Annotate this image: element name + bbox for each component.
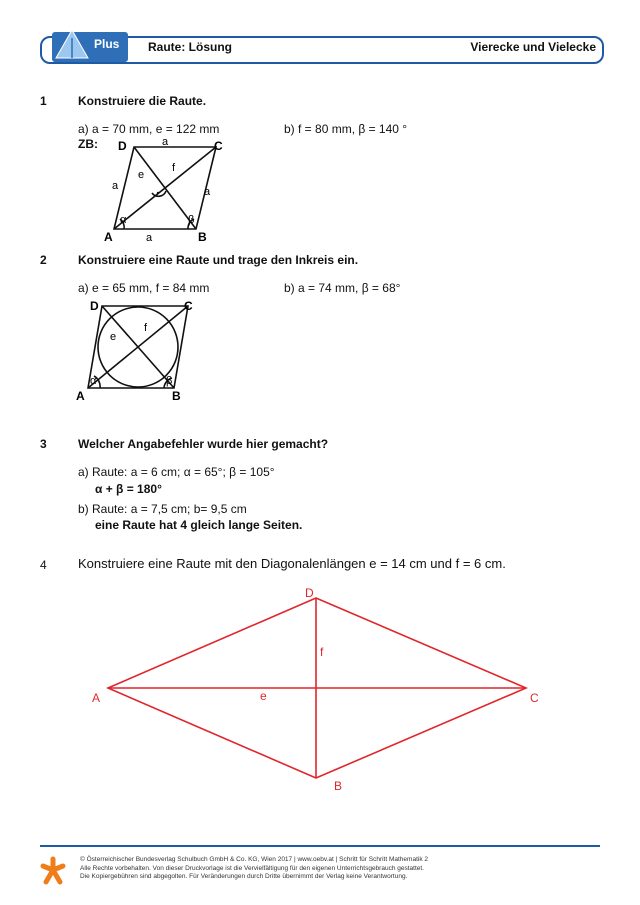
fig1-label-B: B: [198, 230, 207, 244]
task-1-a: a) a = 70 mm, e = 122 mm: [78, 122, 220, 136]
fig1-label-C: C: [214, 139, 223, 153]
task-2-number: 2: [40, 253, 47, 267]
fig1-side-bottom: a: [146, 232, 153, 244]
fig4-label-f: f: [320, 645, 324, 659]
fig1-beta: β: [188, 214, 195, 226]
fig2-alpha: α: [90, 375, 97, 387]
task-1-zb: ZB:: [78, 137, 98, 151]
figure-1-rhombus: [100, 135, 230, 247]
task-3-b-answer: eine Raute hat 4 gleich lange Seiten.: [95, 518, 303, 532]
fig1-label-A: A: [104, 230, 113, 244]
fig1-alpha: α: [120, 214, 127, 226]
task-2-a: a) e = 65 mm, f = 84 mm: [78, 281, 210, 295]
task-3-text: Welcher Angabefehler wurde hier gemacht?: [78, 437, 329, 451]
figure-2-rhombus-incircle: [74, 296, 204, 404]
fig2-label-D: D: [90, 299, 99, 313]
fig4-label-D: D: [305, 586, 314, 600]
task-1-number: 1: [40, 94, 47, 108]
task-3-a-answer: α + β = 180°: [95, 482, 162, 496]
fig1-label-e: e: [138, 169, 145, 181]
task-3-number: 3: [40, 437, 47, 451]
task-3-b: b) Raute: a = 7,5 cm; b= 9,5 cm: [78, 502, 247, 516]
footer-copyright: [80, 856, 428, 882]
fig1-side-top: a: [162, 136, 169, 148]
task-2-b: b) a = 74 mm, β = 68°: [284, 281, 401, 295]
fig1-side-left: a: [112, 180, 119, 192]
plus-logo-text: Plus: [94, 37, 120, 51]
plus-logo: [52, 28, 132, 68]
task-4-number: 4: [40, 558, 47, 572]
fig4-label-A: A: [92, 691, 101, 705]
footer-line-3: Die Kopiergebühren sind abgegolten. Für Veränderungen durch Dritte übernimmt der Verlag keine Verantwortung.: [80, 873, 408, 880]
fig1-label-D: D: [118, 139, 127, 153]
task-4-text: Konstruiere eine Raute mit den Diagonalenlängen e = 14 cm und f = 6 cm.: [78, 556, 506, 571]
page-topic: Vierecke und Vielecke: [470, 40, 596, 54]
fig1-label-f: f: [172, 162, 176, 174]
footer-line-1: © Österreichischer Bundesverlag Schulbuch GmbH & Co. KG, Wien 2017 | www.oebv.at | Schritt für Schritt Mathematik 2: [80, 856, 428, 863]
page-title: Raute: Lösung: [148, 40, 232, 54]
fig4-label-B: B: [334, 779, 343, 793]
task-1-b: b) f = 80 mm, β = 140 °: [284, 122, 408, 136]
task-2-text: Konstruiere eine Raute und trage den Inkreis ein.: [78, 253, 359, 267]
fig2-label-B: B: [172, 389, 181, 403]
fig2-label-C: C: [184, 299, 193, 313]
fig2-label-f: f: [144, 322, 148, 334]
fig1-side-right: a: [204, 186, 211, 198]
task-3-a: a) Raute: a = 6 cm; α = 65°; β = 105°: [78, 465, 275, 479]
fig4-label-C: C: [530, 691, 539, 705]
figure-4-rhombus: [80, 580, 560, 800]
footer-line-2: Alle Rechte vorbehalten. Von dieser Druckvorlage ist die Vervielfältigung für den eigenen Unterrichtsgebrauch gestattet.: [80, 864, 424, 872]
fig2-label-e: e: [110, 331, 117, 343]
fig2-label-A: A: [76, 389, 85, 403]
task-1-text: Konstruiere die Raute.: [78, 94, 207, 108]
footer-divider: [40, 845, 600, 847]
oebv-logo-icon: [40, 856, 66, 886]
fig4-label-e: e: [260, 689, 267, 703]
fig2-beta: β: [166, 375, 173, 387]
